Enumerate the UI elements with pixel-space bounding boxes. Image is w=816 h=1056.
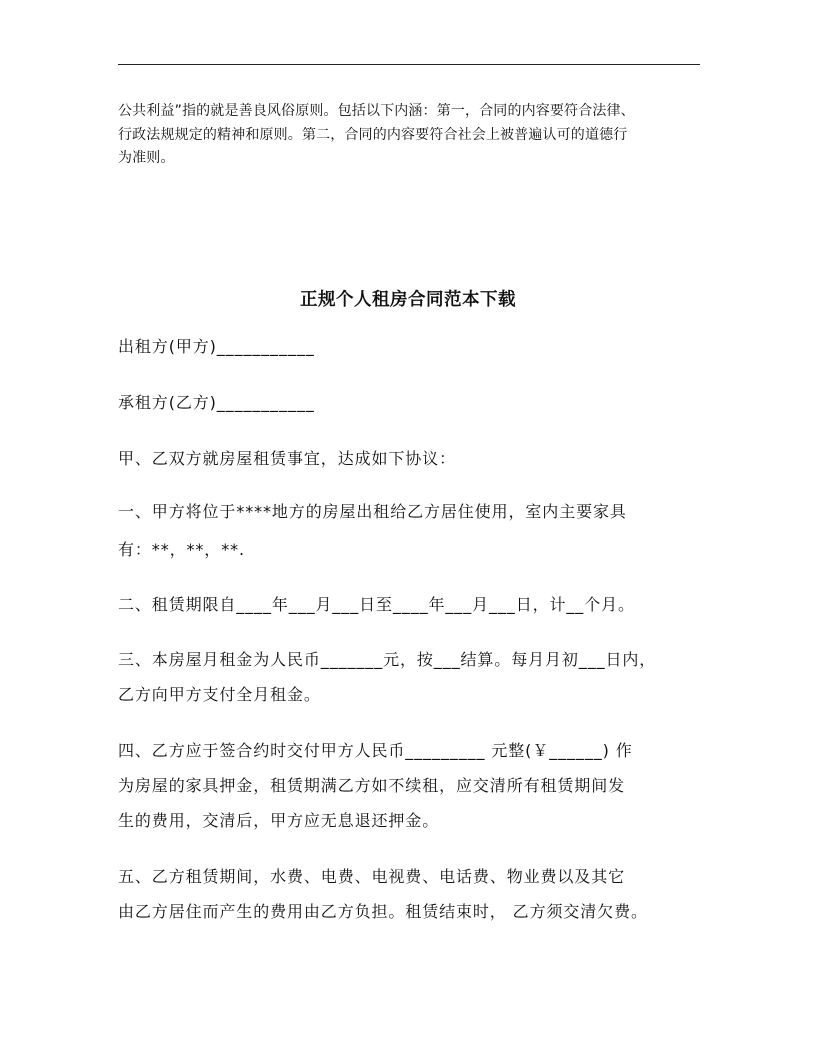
agreement-intro: 甲、乙双方就房屋租赁事宜，达成如下协议：	[118, 449, 457, 468]
clause-3-line: 三、本房屋月租金为人民币_______元，按___结算。每月月初___日内，	[118, 650, 657, 669]
lessee-line: 承租方(乙方)___________	[118, 393, 315, 412]
intro-line: 公共利益”指的就是善良风俗原则。包括以下内涵：第一，合同的内容要符合法律、	[118, 103, 635, 119]
clause-4-line: 四、乙方应于签合约时交付甲方人民币_________ 元整(￥______) 作	[118, 741, 633, 760]
clause-5-line: 由乙方居住而产生的费用由乙方负担。租赁结束时， 乙方须交清欠费。	[118, 902, 648, 921]
document-title: 正规个人租房合同范本下载	[300, 290, 516, 310]
clause-3-line: 乙方向甲方支付全月租金。	[118, 685, 321, 704]
clause-1-line: 一、甲方将位于****地方的房屋出租给乙方居住使用，室内主要家具	[118, 502, 627, 521]
header-rule	[118, 64, 700, 65]
clause-4-line: 为房屋的家具押金，租赁期满乙方如不续租，应交清所有租赁期间发	[118, 776, 626, 795]
clause-2-line: 二、租赁期限自____年___月___日至____年___月___日，计__个月。	[118, 595, 635, 614]
clause-5-line: 五、乙方租赁期间，水费、电费、电视费、电话费、物业费以及其它	[118, 867, 626, 886]
lessor-line: 出租方(甲方)___________	[118, 337, 315, 356]
intro-paragraph	[118, 100, 708, 171]
intro-line: 行政法规规定的精神和原则。第二，合同的内容要符合社会上被普遍认可的道德行	[118, 126, 628, 143]
clause-1-line: 有：**，**，**.	[118, 540, 245, 559]
clause-4-line: 生的费用，交清后，甲方应无息退还押金。	[118, 811, 440, 830]
intro-line: 为准则。	[118, 150, 175, 166]
